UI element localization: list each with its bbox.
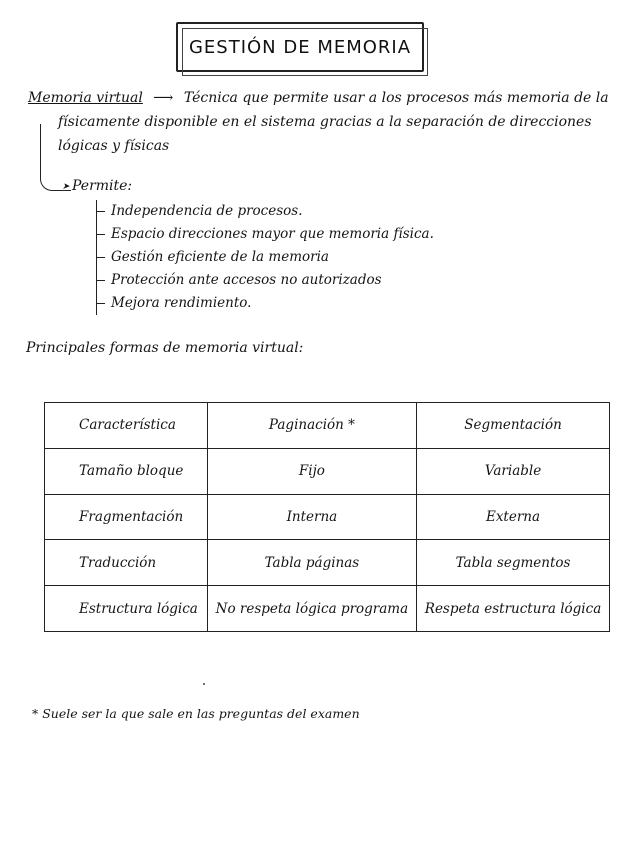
forms-heading: Principales formas de memoria virtual: [26, 340, 304, 356]
definition-text-line1: Técnica que permite usar a los procesos más memoria de la [183, 90, 609, 106]
list-item: Protección ante accesos no autorizados [105, 269, 434, 292]
table-row [45, 448, 610, 494]
table-row [45, 540, 610, 586]
page-title-text: GESTIÓN DE MEMORIA [188, 36, 412, 58]
table-cell: Tamaño bloque [45, 448, 208, 494]
definition-block [28, 86, 618, 158]
table-cell: No respeta lógica programa [207, 586, 416, 632]
curved-arrow-connector [40, 124, 71, 191]
comparison-table [44, 402, 610, 632]
list-item: Independencia de procesos. [105, 200, 434, 223]
table-header-row [45, 403, 610, 449]
table-cell: Variable [417, 448, 610, 494]
table-cell: Traducción [45, 540, 208, 586]
footnote: * Suele ser la que sale en las preguntas del examen [32, 706, 360, 721]
table-cell: Respeta estructura lógica [417, 586, 610, 632]
page-title [176, 22, 424, 72]
permite-list [96, 200, 434, 315]
definition-text-rest: físicamente disponible en el sistema gracias a la separación de direcciones lógicas y físicas [58, 114, 592, 154]
table-cell: Interna [207, 494, 416, 540]
table-cell: Externa [417, 494, 610, 540]
permite-label: ➤ Permite: [72, 178, 132, 194]
table-row [45, 494, 610, 540]
table-cell: Fragmentación [45, 494, 208, 540]
table-cell: Tabla páginas [207, 540, 416, 586]
list-item: Gestión eficiente de la memoria [105, 246, 434, 269]
ink-dot [203, 683, 205, 685]
arrow-right-icon: ⟶ [153, 90, 174, 106]
table-cell: Estructura lógica [45, 586, 208, 632]
table-cell: Fijo [207, 448, 416, 494]
table-cell: Tabla segmentos [417, 540, 610, 586]
header-cell: Paginación * [207, 403, 416, 449]
header-cell: Característica [45, 403, 208, 449]
list-item: Mejora rendimiento. [105, 292, 434, 315]
list-item: Espacio direcciones mayor que memoria física. [105, 223, 434, 246]
table-row [45, 586, 610, 632]
header-cell: Segmentación [417, 403, 610, 449]
definition-term: Memoria virtual [28, 90, 143, 106]
